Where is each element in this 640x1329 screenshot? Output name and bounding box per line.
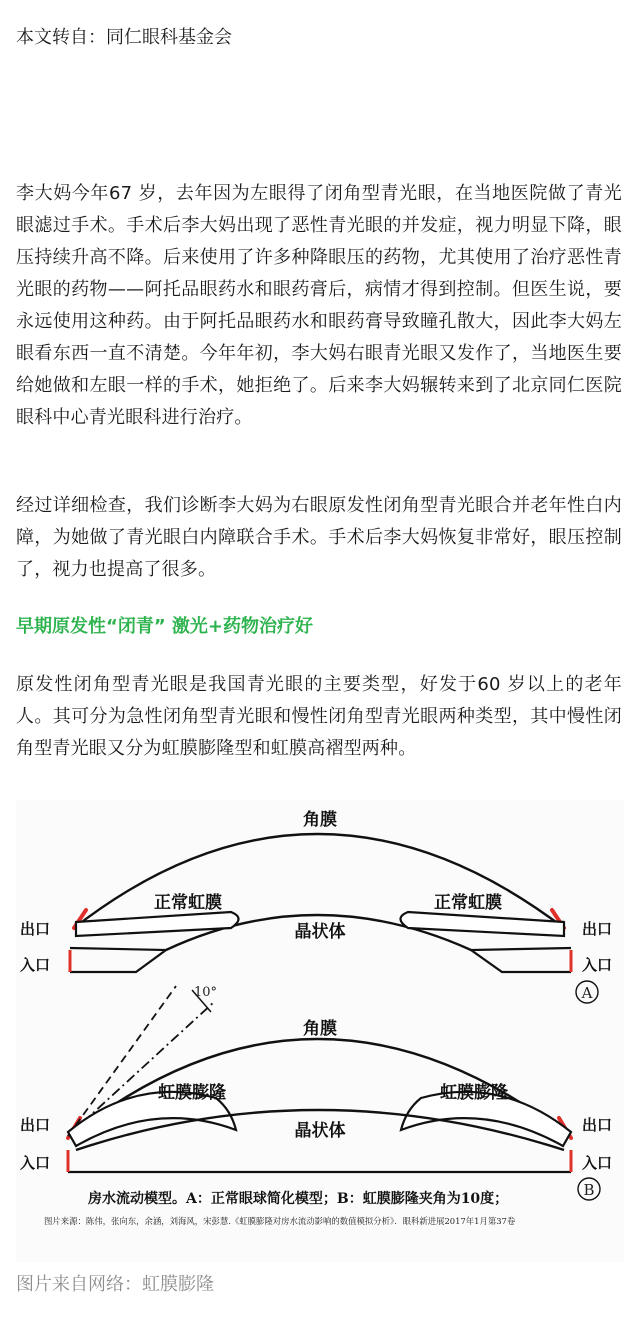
source-line: 本文转自：同仁眼科基金会 [16, 27, 232, 48]
model-caption: 房水流动模型。A：正常眼球简化模型；B：虹膜膨隆夹角为10度； [88, 1191, 509, 1207]
section-heading: 早期原发性“闭青” 激光+药物治疗好 [16, 616, 314, 637]
outlet-label-right-b: 出口 [582, 1116, 613, 1134]
lens-label-a: 晶状体 [294, 922, 346, 942]
outlet-label-left-b: 出口 [20, 1116, 51, 1134]
angle-label: 10° [194, 985, 218, 1000]
figure-credit: 图片来源：陈伟，张向东，余涵，刘海风，宋彭慧.《虹膜膨隆对房水流动影响的数值模拟分析》．眼科新进展2017年1月第37卷 [44, 1216, 516, 1226]
inlet-label-right-a: 入口 [582, 956, 613, 974]
image-caption: 图片来自网络：虹膜膨隆 [16, 1274, 214, 1295]
bulging-iris-label-left: 虹膜膨隆 [158, 1083, 226, 1103]
cornea-label-b: 角膜 [303, 1019, 337, 1039]
inlet-label-left-b: 入口 [20, 1154, 51, 1172]
bulging-iris-label-right: 虹膜膨隆 [440, 1083, 508, 1103]
paragraph-glaucoma-types: 原发性闭角型青光眼是我国青光眼的主要类型，好发于60 岁以上的老年人。其可分为急性闭角型青光眼和慢性闭角型青光眼两种类型，其中慢性闭角型青光眼又分为虹膜膨隆型和虹膜高褶型两种。 [16, 674, 622, 759]
inlet-label-right-b: 入口 [582, 1154, 613, 1172]
paragraph-diagnosis: 经过详细检查，我们诊断李大妈为右眼原发性闭角型青光眼合并老年性白内障，为她做了青光眼白内障联合手术。手术后李大妈恢复非常好，眼压控制了，视力也提高了很多。 [16, 495, 622, 580]
inlet-label-left-a: 入口 [20, 956, 51, 974]
outlet-label-left-a: 出口 [20, 920, 51, 938]
lens-label-b: 晶状体 [294, 1121, 346, 1141]
paragraph-case-history: 李大妈今年67 岁，去年因为左眼得了闭角型青光眼，在当地医院做了青光眼滤过手术。手术后李大妈出现了恶性青光眼的并发症，视力明显下降，眼压持续升高不降。后来使用了许多种降眼压的药物，尤其使用了治疗恶性青光眼的药物——阿托品眼药水和眼药膏后，病情才得到控制。但医生说，要永远使用这种药。由于阿托品眼药水和眼药膏导致瞳孔散大，因此李大妈左眼看东西一直不清楚。今年年初，李大妈右眼青光眼又发作了，当地医生要给她做和左眼一样的手术，她拒绝了。后来李大妈辗转来到了北京同仁医院眼科中心青光眼科进行治疗。 [16, 183, 622, 428]
outlet-label-right-a: 出口 [582, 920, 613, 938]
panel-b-mark: B [583, 1181, 595, 1199]
normal-iris-label-right: 正常虹膜 [434, 893, 502, 913]
cornea-label-a: 角膜 [303, 810, 337, 830]
panel-a-mark: A [581, 984, 593, 1002]
normal-iris-label-left: 正常虹膜 [154, 893, 222, 913]
aqueous-flow-diagram [16, 800, 624, 1262]
